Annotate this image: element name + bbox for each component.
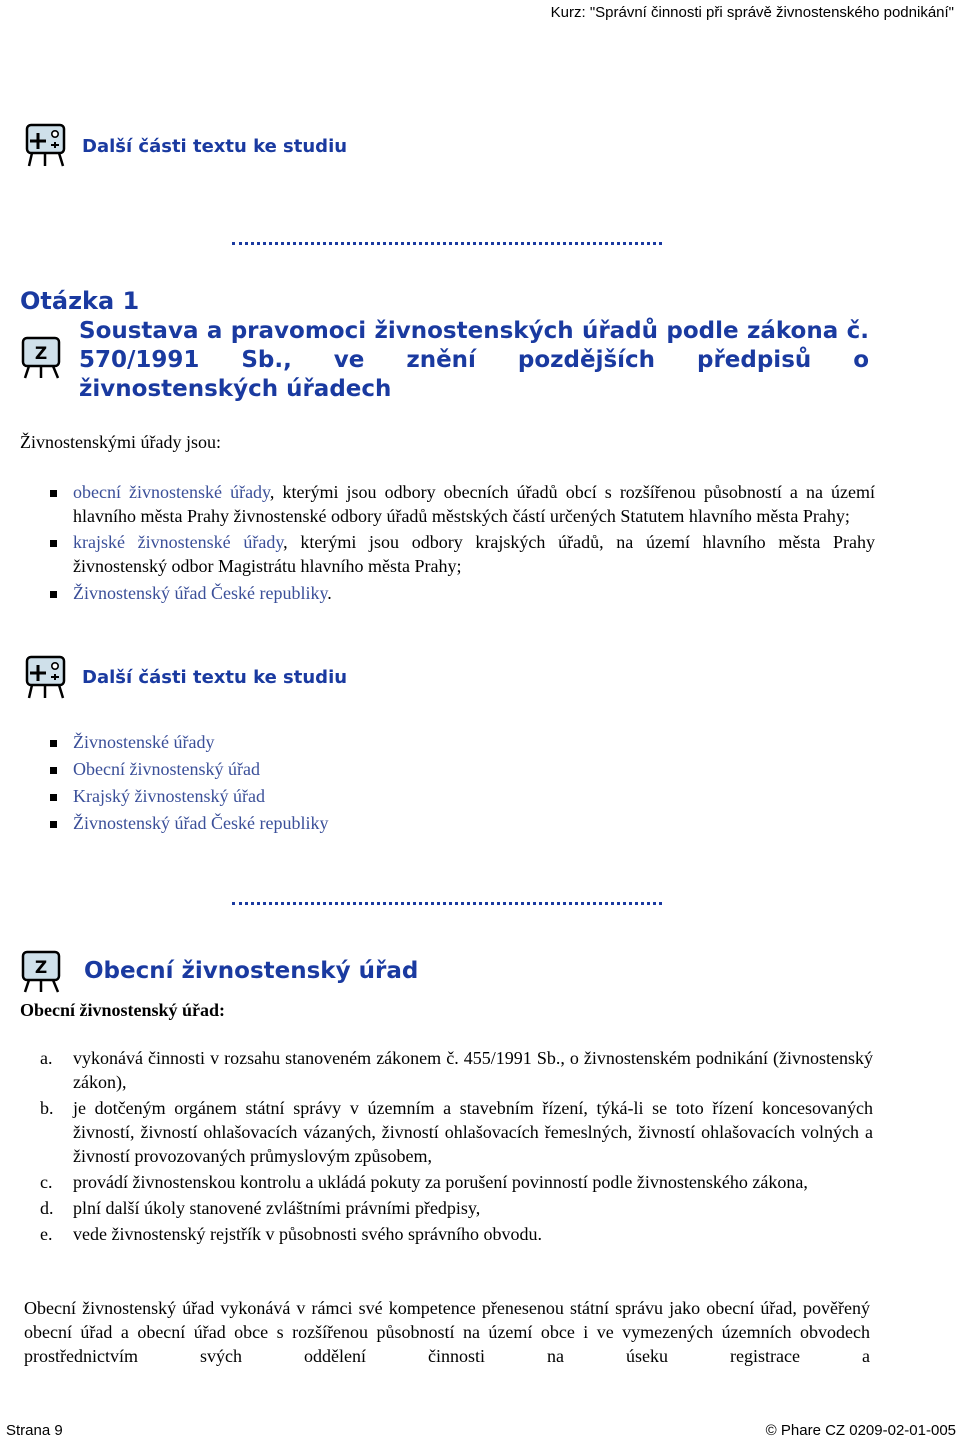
dotted-separator [232,898,662,905]
list-item-text: provádí živnostenskou kontrolu a ukládá pokuty za porušení povinností podle živnostenského zákona, [73,1172,808,1192]
list-item [20,1196,873,1220]
list-item [50,785,875,809]
bullet-icon [50,821,57,828]
study-link[interactable]: Živnostenské úřady [73,732,215,752]
list-item [20,1222,873,1246]
study-link-2[interactable]: Další části textu ke studiu [82,667,348,688]
office-text: , kterými jsou odbory obecních úřadů obcí s rozšířenou působností a na území hlavního města Prahy živnostenské odbory úřadů městských částí určených Statutem hlavního města Prahy; [73,482,875,526]
question-board-icon [20,334,66,380]
study-link[interactable]: Krajský živnostenský úřad [73,786,265,806]
question-title: Soustava a pravomoci živnostenských úřadů podle zákona č. 570/1991 Sb., ve znění pozdějších předpisů o živnostenských úřadech [79,318,869,402]
offices-list [50,481,875,606]
section-paragraph: Obecní živnostenský úřad vykonává v rámci své kompetence přenesenou státní správu jako obecní úřad, pověřený obecní úřad a obecní úřad obce s rozšířenou působností na území obce i ve vymezených územních obvodech prostřednictvím svých oddělení činnosti na úseku registrace a [24,1298,870,1366]
section-title: Obecní živnostenský úřad [84,958,419,984]
bullet-icon [50,767,57,774]
svg-text:Z: Z [34,958,48,978]
study-board-icon [24,654,70,700]
section-board-icon [20,948,66,994]
list-marker: a. [40,1048,53,1068]
list-item-text: vykonává činnosti v rozsahu stanoveném zákonem č. 455/1991 Sb., o živnostenském podnikání (živnostenský zákon), [73,1048,873,1092]
list-marker: e. [40,1224,53,1244]
svg-text:Z: Z [34,344,48,364]
bullet-icon [50,794,57,801]
list-item-text: plní další úkoly stanovené zvláštními právními předpisy, [73,1198,481,1218]
list-item [20,1096,873,1168]
intro-text: Živnostenskými úřady jsou: [20,432,221,452]
list-item [50,812,875,836]
office-text: , kterými jsou odbory krajských úřadů, na území hlavního města Prahy živnostenský odbor Magistrátu hlavního města Prahy; [73,532,876,576]
duties-list [20,1046,873,1248]
list-marker: b. [40,1098,54,1118]
list-marker: c. [40,1172,53,1192]
office-text: . [327,583,332,603]
bullet-icon [50,490,57,497]
page-number: Strana 9 [6,1422,63,1439]
dotted-separator [232,238,662,245]
study-link[interactable]: Živnostenský úřad České republiky [73,813,329,833]
copyright: © Phare CZ 0209-02-01-005 [765,1422,956,1439]
course-title: Kurz: "Správní činnosti při správě živnostenského podnikání" [550,4,954,21]
office-link[interactable]: obecní živnostenské úřady [73,482,270,502]
list-item [50,731,875,755]
list-item [20,1046,873,1094]
study-board-icon [24,122,70,168]
study-link-1[interactable]: Další části textu ke studiu [82,136,348,157]
bullet-icon [50,591,57,598]
office-link[interactable]: krajské živnostenské úřady [73,532,284,552]
list-item [50,481,875,528]
list-item [50,582,875,606]
list-item [50,531,875,578]
study-link[interactable]: Obecní živnostenský úřad [73,759,260,779]
study-links-list [50,731,875,839]
office-link[interactable]: Živnostenský úřad České republiky [73,583,328,603]
bullet-icon [50,540,57,547]
list-item [20,1170,873,1194]
list-marker: d. [40,1198,54,1218]
list-item-text: vede živnostenský rejstřík v působnosti svého správního obvodu. [73,1224,542,1244]
question-label: Otázka 1 [20,287,140,315]
list-item [50,758,875,782]
bullet-icon [50,740,57,747]
section-subheading: Obecní živnostenský úřad: [20,1000,226,1020]
list-item-text: je dotčeným orgánem státní správy v územním a stavebním řízení, týká-li se toto řízení koncesovaných živností, živností ohlašovacích vázaných, živností ohlašovacích řemeslných, živností ohlašovacích volných a živností provozovaných průmyslovým způsobem, [73,1098,873,1166]
